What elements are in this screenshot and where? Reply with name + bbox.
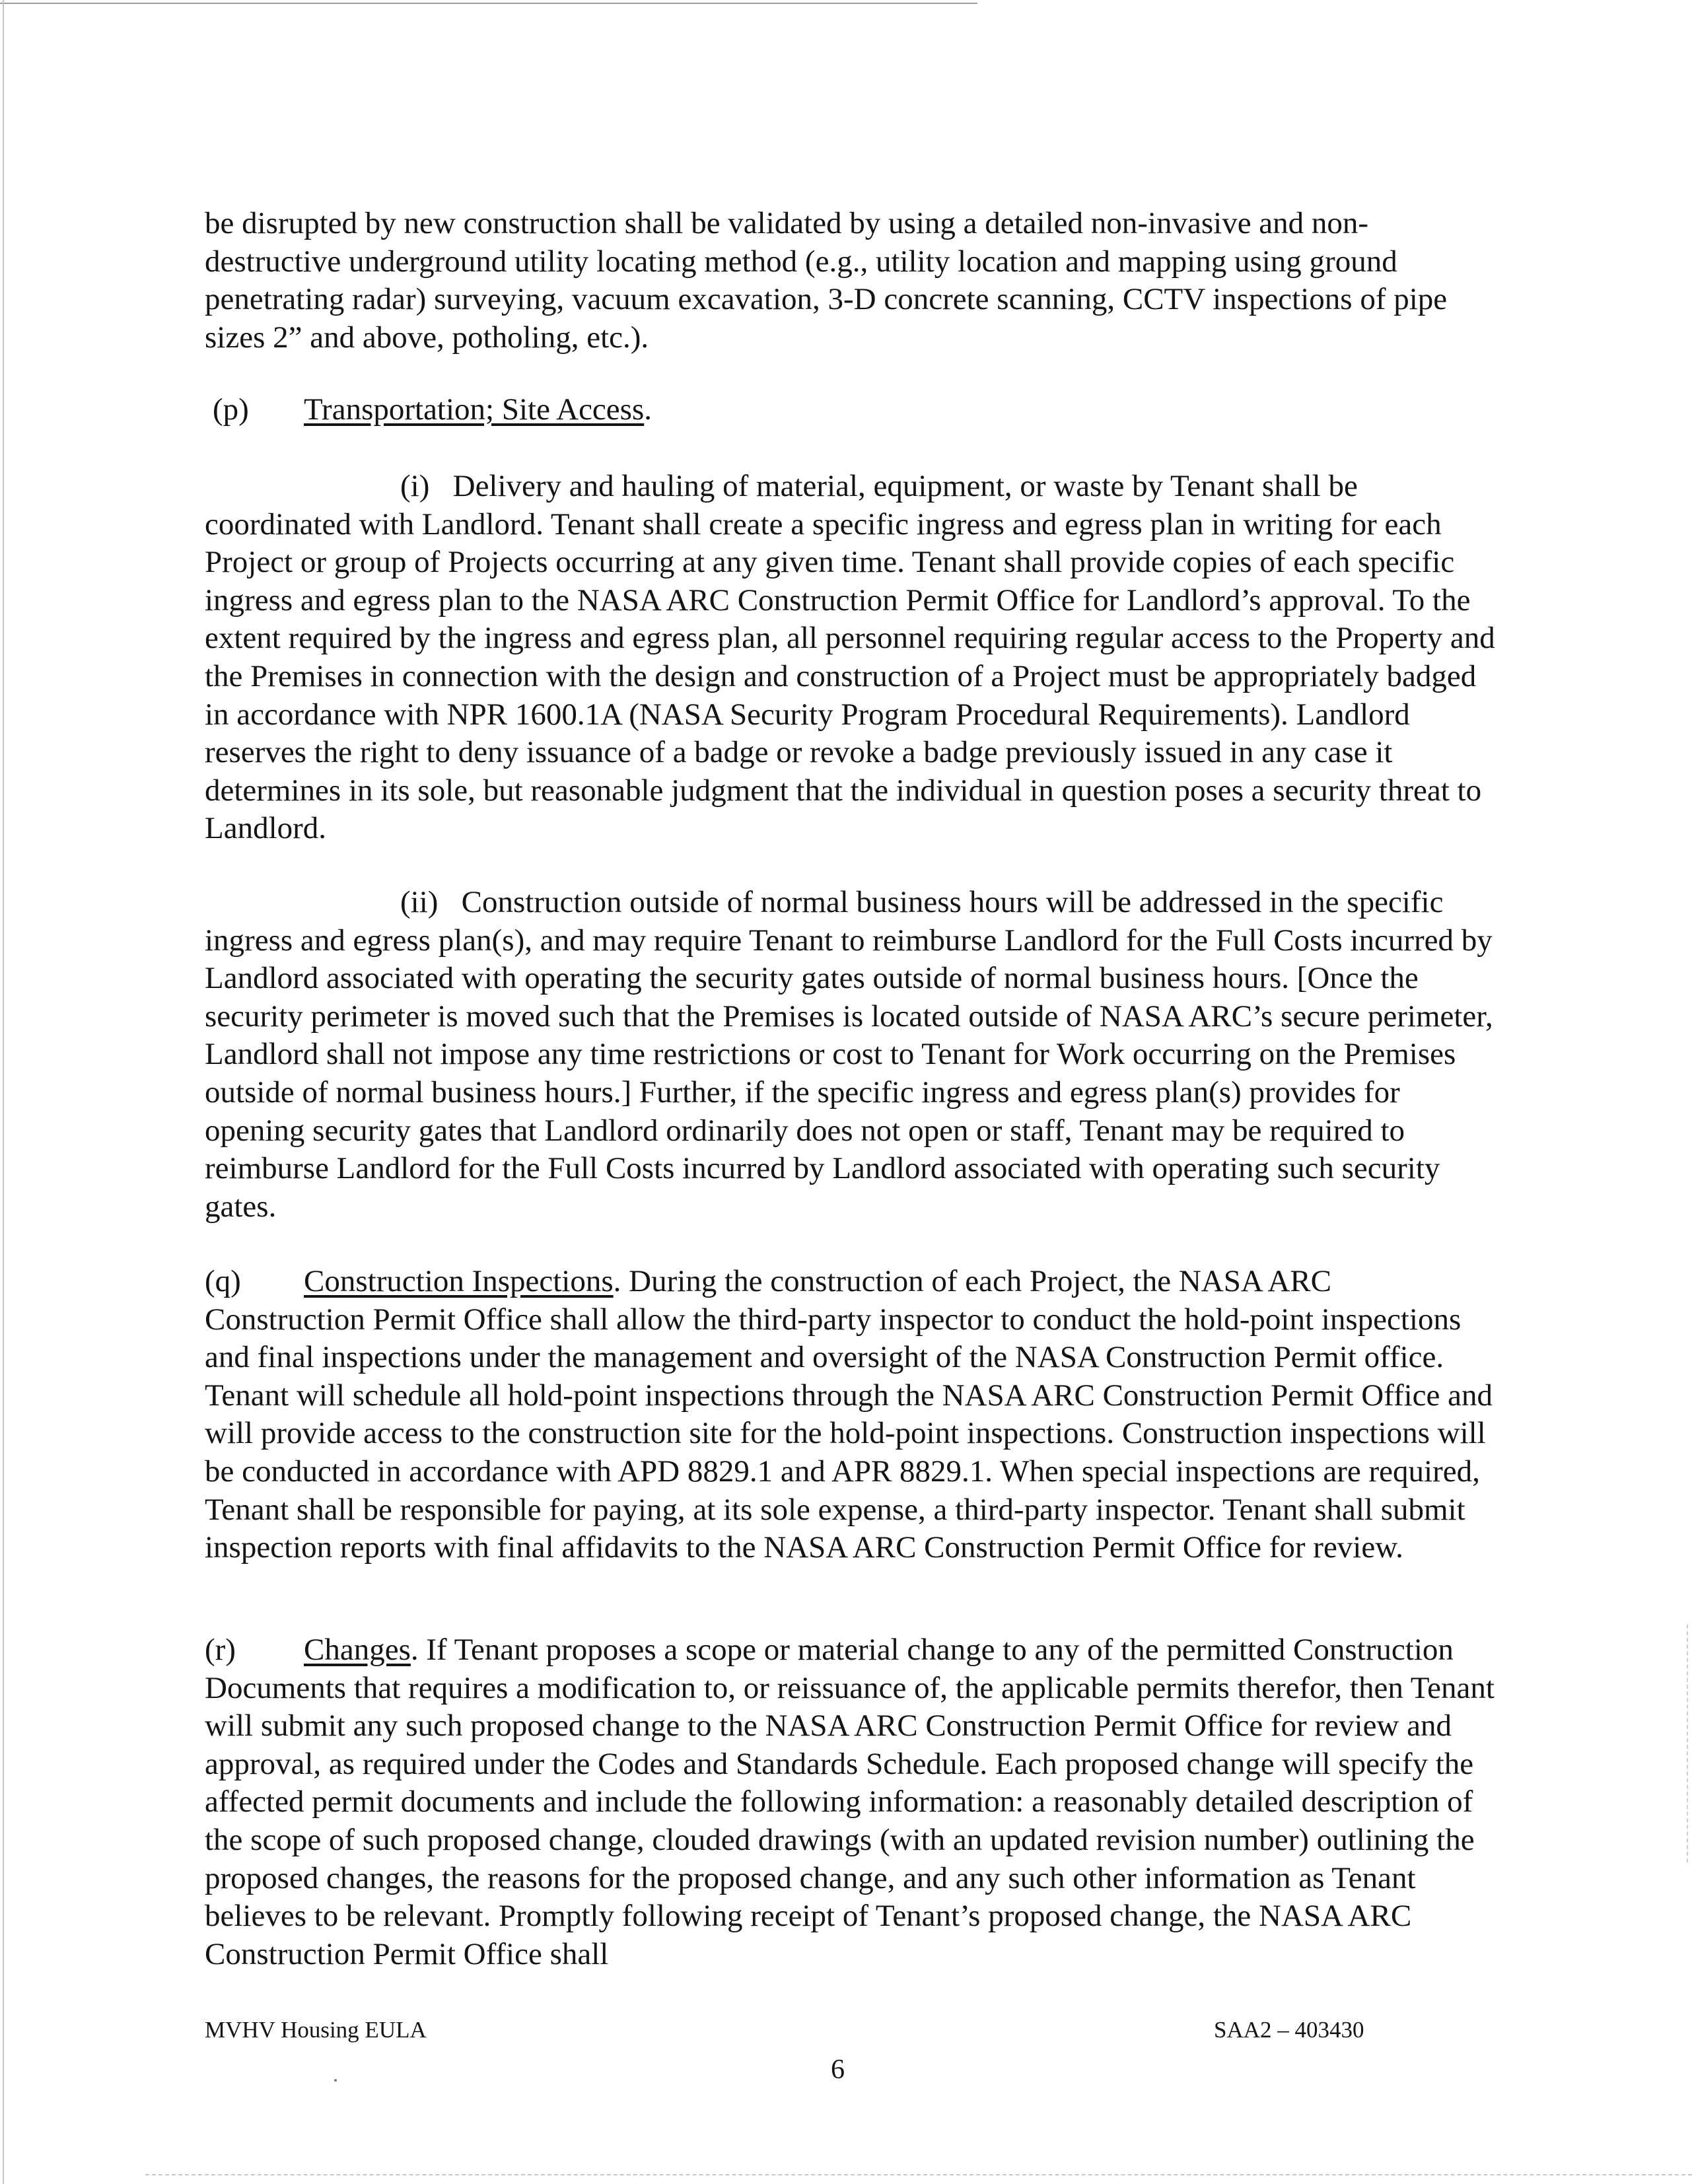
section-heading: Construction Inspections [304, 1264, 614, 1298]
scan-edge-right [1687, 1625, 1688, 1862]
scan-speck [334, 2079, 337, 2082]
subsection-p-ii [205, 884, 1496, 1226]
section-text: . If Tenant proposes a scope or material change to any of the permitted Construction Documents that requires a modification to, or reissuance of, the applicable permits therefor, then Tenant will submit any such proposed change to the NASA ARC Construction Permit Office for review and approval, as required under the Codes and Standards Schedule. Each proposed change will specify the affected permit documents and include the following information: a reasonably detailed description of the scope of such proposed change, clouded drawings (with an updated revision number) outlining the proposed changes, the reasons for the proposed change, and any such other information as Tenant believes to be relevant. Promptly following receipt of Tenant’s proposed change, the NASA ARC Construction Permit Office shall [205, 1633, 1495, 1971]
section-q [205, 1263, 1496, 1567]
page-number: 6 [831, 2055, 845, 2085]
scan-edge-left [3, 0, 4, 2184]
section-text: . During the construction of each Project, the NASA ARC Construction Permit Office shall allow the third-party inspector to conduct the hold-point inspections and final inspections under the management and oversight of the NASA Construction Permit office. Tenant will schedule all hold-point inspections through the NASA ARC Construction Permit Office and will provide access to the construction site for the hold-point inspections. Construction inspections will be conducted in accordance with APD 8829.1 and APR 8829.1. When special inspections are required, Tenant shall be responsible for paying, at its sole expense, a third-party inspector. Tenant shall submit inspection reports with final affidavits to the NASA ARC Construction Permit Office for review. [205, 1264, 1493, 1565]
subsection-label: (i) [400, 469, 430, 503]
subsection-text: Construction outside of normal business hours will be addressed in the specific ingress and egress plan(s), and may require Tenant to reimburse Landlord for the Full Costs incurred by Landlord associated with operating the security gates outside of normal business hours. [Once the security perimeter is moved such that the Premises is located outside of NASA ARC’s secure perimeter, Landlord shall not impose any time restrictions or cost to Tenant for Work occurring on the Premises outside of normal business hours.] Further, if the specific ingress and egress plan(s) provides for opening security gates that Landlord ordinarily does not open or staff, Tenant may be required to reimburse Landlord for the Full Costs incurred by Landlord associated with operating such security gates. [205, 885, 1493, 1224]
subsection-label: (ii) [400, 885, 439, 919]
scan-edge-bottom [145, 2174, 1692, 2175]
section-r [205, 1631, 1496, 1973]
section-label: (p) [213, 392, 249, 427]
heading-period: . [644, 392, 652, 427]
paragraph-continued: be disrupted by new construction shall be validated by using a detailed non-invasive and non-destructive underground utility locating method (e.g., utility location and mapping using ground penetrating radar) surveying, vacuum excavation, 3-D concrete scanning, CCTV inspections of pipe sizes 2” and above, potholing, etc.). [205, 206, 1448, 355]
section-label: (q) [205, 1264, 241, 1298]
footer-agreement-number: SAA2 – 403430 [1214, 2017, 1364, 2043]
subsection-text: Delivery and hauling of material, equipment, or waste by Tenant shall be coordinated with Landlord. Tenant shall create a specific ingress and egress plan in writing for each Project or group of Projects occurring at any given time. Tenant shall provide copies of each specific ingress and egress plan to the NASA ARC Construction Permit Office for Landlord’s approval. To the extent required by the ingress and egress plan, all personnel requiring regular access to the Property and the Premises in connection with the design and construction of a Project must be appropriately badged in accordance with NPR 1600.1A (NASA Security Program Procedural Requirements). Landlord reserves the right to deny issuance of a badge or revoke a badge previously issued in any case it determines in its sole, but reasonable judgment that the individual in question poses a security threat to Landlord. [205, 469, 1495, 846]
section-p-heading [205, 391, 652, 429]
section-label: (r) [205, 1633, 236, 1667]
scan-edge-top [0, 3, 977, 4]
section-heading: Changes [304, 1633, 411, 1667]
footer-document-title: MVHV Housing EULA [205, 2017, 427, 2043]
subsection-p-i [205, 468, 1496, 848]
section-heading: Transportation; Site Access [304, 392, 645, 427]
